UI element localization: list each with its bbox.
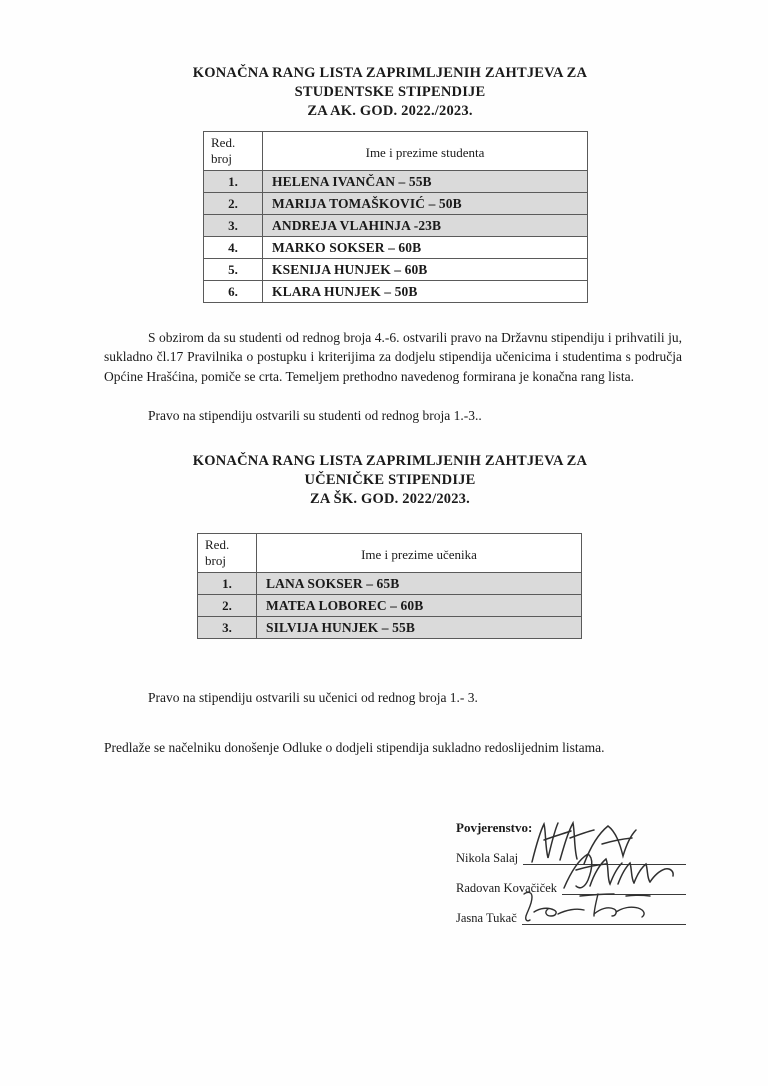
table-row [204,237,588,259]
column-header-name: Ime i prezime učenika [257,534,582,573]
ordinal-header-line-2: broj [211,150,232,166]
pupils-rank-table [197,533,582,639]
ordinal-header-line-1: Red. [211,135,236,150]
row-name: LANA SOKSER – 65B [257,573,582,595]
row-ordinal: 6. [204,281,263,303]
students-explanation-paragraph: S obzirom da su studenti od rednog broja 4.-6. ostvarili pravo na Državnu stipendiju i prihvatili ju, sukladno čl.17 Pravilnika o postupku i kriterijima za dodjelu stipendija učenicima i studentima s područja Općine Hrašćina, pomiče se crta. Temeljem prethodno navedenog formirana je konačna rang lista. [104,329,682,384]
column-header-name: Ime i prezime studenta [263,132,588,171]
pupils-title-line-3: ZA ŠK. GOD. 2022/2023. [310,491,470,507]
row-name: MATEA LOBOREC – 60B [257,595,582,617]
signatory-row [456,908,686,925]
table-header-row [198,534,582,573]
students-title-line-2: STUDENTSKE STIPENDIJE [294,84,486,100]
signatory-name: Nikola Salaj [456,851,519,865]
students-title-line-1: KONAČNA RANG LISTA ZAPRIMLJENIH ZAHTJEVA ZA [192,65,588,81]
pupils-title-line-1: KONAČNA RANG LISTA ZAPRIMLJENIH ZAHTJEVA ZA [192,453,588,469]
table-row [198,617,582,639]
row-name: HELENA IVANČAN – 55B [263,171,588,193]
table-row [198,573,582,595]
ordinal-header-line-2: broj [205,552,226,568]
row-ordinal: 1. [204,171,263,193]
table-row [204,171,588,193]
signatory-name: Radovan Kovačiček [456,881,558,895]
pupils-result-paragraph: Pravo na stipendiju ostvarili su učenici od rednog broja 1.- 3. [148,689,478,705]
column-header-ordinal [198,534,257,573]
ordinal-header-line-1: Red. [205,537,230,552]
table-row [198,595,582,617]
pupils-section-title [104,452,676,509]
row-ordinal: 4. [204,237,263,259]
signatory-name: Jasna Tukač [456,911,517,925]
row-ordinal: 2. [198,595,257,617]
students-rank-table [203,131,588,303]
row-name: MARKO SOKSER – 60B [263,237,588,259]
row-name: SILVIJA HUNJEK – 55B [257,617,582,639]
students-section-title [104,64,676,121]
signature-line [562,881,686,895]
signature-block [456,820,686,938]
signature-line [523,851,686,865]
table-row [204,193,588,215]
table-row [204,281,588,303]
row-name: KLARA HUNJEK – 50B [263,281,588,303]
row-ordinal: 5. [204,259,263,281]
proposal-paragraph: Predlaže se načelniku donošenje Odluke o dodjeli stipendija sukladno redoslijednim listama. [104,739,605,755]
row-name: ANDREJA VLAHINJA -23B [263,215,588,237]
signatory-row [456,878,686,895]
signature-heading: Povjerenstvo: [456,820,533,835]
row-name: KSENIJA HUNJEK – 60B [263,259,588,281]
table-row [204,215,588,237]
row-ordinal: 1. [198,573,257,595]
students-result-paragraph: Pravo na stipendiju ostvarili su studenti od rednog broja 1.-3.. [148,407,482,423]
pupils-title-line-2: UČENIČKE STIPENDIJE [304,472,476,488]
row-name: MARIJA TOMAŠKOVIĆ – 50B [263,193,588,215]
row-ordinal: 2. [204,193,263,215]
signatory-row [456,848,686,865]
signature-line [522,911,686,925]
table-row [204,259,588,281]
row-ordinal: 3. [204,215,263,237]
table-header-row [204,132,588,171]
students-title-line-3: ZA AK. GOD. 2022./2023. [307,103,473,119]
row-ordinal: 3. [198,617,257,639]
column-header-ordinal [204,132,263,171]
